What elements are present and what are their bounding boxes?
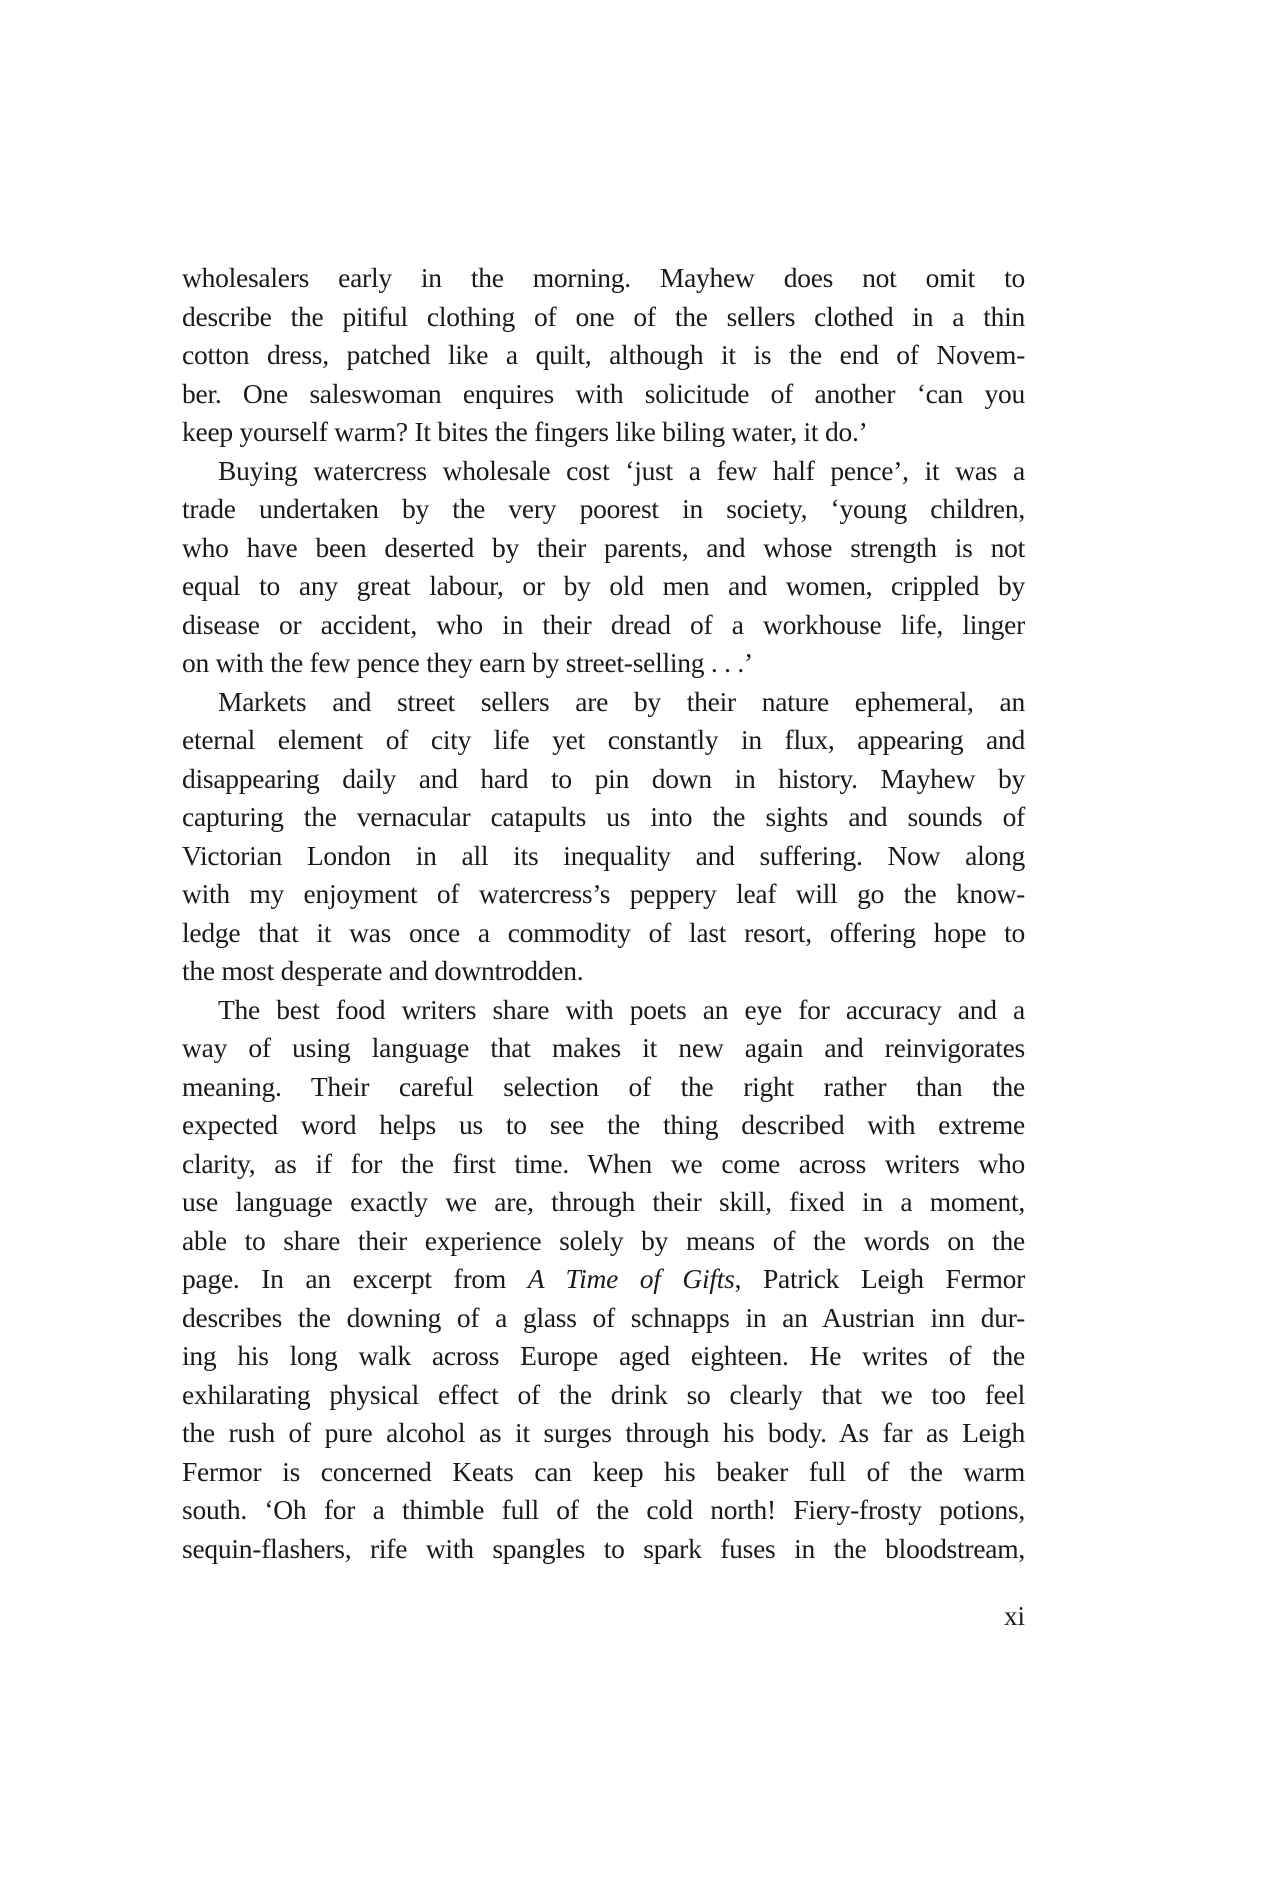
text-line: ber. One saleswoman enquires with solicitude of another ‘can you [182,377,1025,409]
text-line [182,1260,1025,1299]
text-line: Buying watercress wholesale cost ‘just a few half pence’, it was a [218,454,1025,486]
text-line: way of using language that makes it new again and reinvigorates [182,1032,1025,1063]
text-segment: , Patrick Leigh Fermor [734,1263,1025,1294]
text-line: Fermor is concerned Keats can keep his beaker full of the warm [182,1455,1025,1487]
text-line: south. ‘Oh for a thimble full of the cold north! Fiery-frosty potions, [182,1494,1025,1525]
text-line: describe the pitiful clothing of one of the sellers clothed in a thin [182,300,1025,332]
text-line: keep yourself warm? It bites the fingers like biling water, it do.’ [182,416,868,447]
text-line: ledge that it was once a commodity of last resort, offering hope to [182,916,1025,948]
page-number: xi [1003,1601,1025,1631]
text-line: able to share their experience solely by means of the words on the [182,1224,1025,1256]
text-line: clarity, as if for the first time. When we come across writers who [182,1147,1025,1179]
text-line: use language exactly we are, through their skill, fixed in a moment, [182,1186,1025,1217]
book-title: A Time of Gifts [527,1263,735,1294]
text-line: disappearing daily and hard to pin down in history. Mayhew by [182,762,1025,794]
page-body [182,259,1025,1568]
text-line: exhilarating physical effect of the drink so clearly that we too feel [182,1378,1025,1410]
text-line: cotton dress, patched like a quilt, although it is the end of Novem- [182,339,1025,370]
text-line: who have been deserted by their parents, and whose strength is not [182,531,1025,563]
text-segment: page. In an excerpt from [182,1263,528,1294]
text-line: the rush of pure alcohol as it surges through his body. As far as Leigh [182,1417,1025,1448]
text-line: Markets and street sellers are by their nature ephemeral, an [218,685,1025,717]
text-line: sequin-flashers, rife with spangles to spark fuses in the bloodstream, [182,1532,1025,1564]
text-line: on with the few pence they earn by street-selling . . .’ [182,647,753,678]
text-line: the most desperate and downtrodden. [182,955,584,986]
text-line: disease or accident, who in their dread of a workhouse life, linger [182,608,1025,640]
text-line: wholesalers early in the morning. Mayhew does not omit to [182,262,1025,293]
text-line: equal to any great labour, or by old men and women, crippled by [182,570,1025,601]
text-line: describes the downing of a glass of schnapps in an Austrian inn dur- [182,1301,1025,1333]
text-line: ing his long walk across Europe aged eighteen. He writes of the [182,1340,1025,1371]
text-line: eternal element of city life yet constantly in flux, appearing and [182,724,1025,755]
text-line: meaning. Their careful selection of the right rather than the [182,1070,1025,1102]
text-line: capturing the vernacular catapults us into the sights and sounds of [182,801,1025,832]
text-line: The best food writers share with poets an eye for accuracy and a [218,993,1025,1025]
text-line: expected word helps us to see the thing described with extreme [182,1109,1025,1140]
text-line: trade undertaken by the very poorest in society, ‘young children, [182,493,1025,524]
text-line: Victorian London in all its inequality and suffering. Now along [182,839,1025,871]
text-line: with my enjoyment of watercress’s peppery leaf will go the know- [182,878,1025,909]
